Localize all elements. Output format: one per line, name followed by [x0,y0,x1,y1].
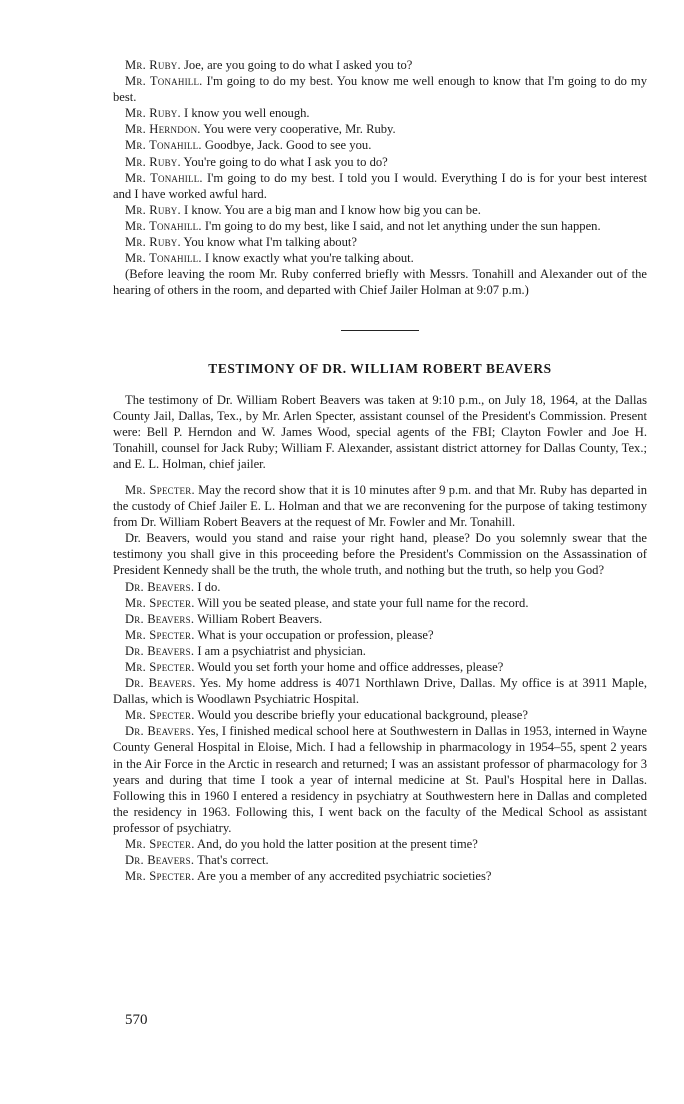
speaker-name: Mr. Specter. [125,482,195,497]
dialogue-text: I know exactly what you're talking about. [201,251,414,266]
dialogue-line [113,482,647,530]
dialogue-line [113,836,647,852]
dialogue-text: And, do you hold the latter position at the present time? [194,837,478,852]
dialogue-text: I'm going to do my best, like I said, and not let anything under the sun happen. [201,218,601,233]
speaker-name: Mr. Tonahill. [125,74,203,89]
page-number: 570 [125,1012,148,1028]
speaker-name: Mr. Tonahill. [125,170,203,185]
speaker-name: Dr. Beavers. [125,724,195,739]
dialogue-text: I'm going to do my best. I told you I would. Everything I do is for your best interest and I have worked awful hard. [113,170,647,201]
speaker-name: Mr. Tonahill. [125,251,202,266]
dialogue-line [113,218,647,234]
dialogue-line [113,234,647,250]
dialogue-text: Would you set forth your home and office addresses, please? [194,660,504,674]
dialogue-text: Would you describe briefly your educational background, please? [194,708,528,723]
speaker-name: Mr. Specter. [125,708,195,723]
dialogue-text: May the record show that it is 10 minutes after 9 p.m. and that Mr. Ruby has departed in the custody of Chief Jailer E. L. Holman and that we are reconvening for the purpose of taking testimony from Dr. William Robert Beavers at the request of Mr. Fowler and Mr. Tonahill. [113,482,647,530]
dialogue-text: Dr. Beavers, would you stand and raise your right hand, please? Do you solemnly swear that the testimony you shall give in this proceeding before the President's Commission on the Assassination of President Kennedy shall be the truth, the whole truth, and nothing but the truth, so help you God? [113,531,647,578]
dialogue-line [113,73,647,105]
section-heading: TESTIMONY OF DR. WILLIAM ROBERT BEAVERS [208,361,552,377]
speaker-name: Dr. Beavers. [125,676,196,691]
dialogue-text: You're going to do what I ask you to do? [180,154,388,169]
dialogue-text: I'm going to do my best. You know me well enough to know that I'm going to do my best. [113,74,647,105]
dialogue-line [113,675,647,707]
dialogue-line [113,852,647,868]
dialogue-line [113,57,647,73]
dialogue-line [113,579,647,595]
speaker-name: Dr. Beavers. [125,611,195,626]
dialogue-line [113,170,647,202]
dialogue-line [113,707,647,723]
dialogue-text: What is your occupation or profession, please? [194,627,434,642]
dialogue-text: I do. [194,579,221,594]
speaker-name: Mr. Specter. [125,595,195,610]
dialogue-line [113,250,647,266]
speaker-name: Dr. Beavers. [125,643,195,658]
dialogue-line [113,202,647,218]
dialogue-text: Will you be seated please, and state your full name for the record. [194,595,529,610]
dialogue-text: Yes. My home address is 4071 Northlawn Drive, Dallas. My office is at 3911 Maple, Dallas, which is Woodlawn Psychiatric Hospital. [113,676,648,707]
dialogue-text: I am a psychiatrist and physician. [194,643,366,658]
dialogue-text: You know what I'm talking about? [180,235,357,250]
dialogue-text: I know. You are a big man and I know how big you can be. [180,202,481,217]
speaker-name: Dr. Beavers. [125,579,195,594]
dialogue-text: Joe, are you going to do what I asked you to? [180,58,413,72]
speaker-name: Mr. Tonahill. [125,218,202,233]
section-divider [341,330,419,331]
speaker-name: Mr. Ruby. [125,235,181,250]
transcript-section-ruby [113,57,647,298]
dialogue-line [113,627,647,643]
dialogue-text: You were very cooperative, Mr. Ruby. [200,122,396,137]
dialogue-line [113,611,647,627]
dialogue-line [113,121,647,137]
dialogue-text: Are you a member of any accredited psychiatric societies? [194,869,492,884]
speaker-name: Mr. Ruby. [125,58,181,72]
speaker-name: Mr. Tonahill. [125,138,202,153]
speaker-name: Mr. Ruby. [125,106,181,121]
intro-paragraph: The testimony of Dr. William Robert Beavers was taken at 9:10 p.m., on July 18, 1964, at the Dallas County Jail, Dallas, Tex., by Mr. Arlen Specter, assistant counsel of the President's Commission. Present were: Bell P. Herndon and W. James Wood, special agents of the FBI; Clayton Fowler and Joe H. Tonahill, counsel for Jack Ruby; William F. Alexander, assistant district attorney for Dallas County, Tex.; and E. L. Holman, chief jailer. [113,392,647,471]
dialogue-line [113,659,647,675]
speaker-name: Mr. Ruby. [125,154,181,169]
dialogue-line [113,595,647,611]
speaker-name: Dr. Beavers. [125,853,195,868]
document-page [113,57,647,884]
dialogue-line [113,530,647,578]
dialogue-text: Goodbye, Jack. Good to see you. [201,138,372,153]
speaker-name: Mr. Specter. [125,660,195,674]
stage-note: (Before leaving the room Mr. Ruby conferred briefly with Messrs. Tonahill and Alexander out of the hearing of others in the room, and departed with Chief Jailer Holman at 9:07 p.m.) [113,267,647,298]
speaker-name: Mr. Specter. [125,837,195,852]
speaker-name: Mr. Specter. [125,627,195,642]
speaker-name: Mr. Specter. [125,869,195,884]
speaker-name: Mr. Herndon. [125,122,201,137]
transcript-section-beavers [113,482,647,884]
dialogue-line [113,643,647,659]
dialogue-line [113,137,647,153]
dialogue-line [113,723,647,836]
dialogue-text: That's correct. [194,853,269,868]
dialogue-text: I know you well enough. [180,106,310,121]
dialogue-line [113,868,647,884]
dialogue-text: Yes, I finished medical school here at Southwestern in Dallas in 1953, interned in Wayne County General Hospital in Eloise, Mich. I had a fellowship in pharmacology in 1954–55, spent 2 years in the Air Force in the Arctic in research and returned; I was an assistant professor of pharmacology for 3 years and during that time I took a year of internal medicine at St. Paul's Hospital here in Dallas. Following this in 1960 I entered a residency in psychiatry at Southwestern here in Dallas and completed the residency in 1963. Following this, I went back on the faculty of the Medical School as assistant professor of psychiatry. [113,724,648,835]
dialogue-line [113,154,647,170]
dialogue-text: William Robert Beavers. [194,611,323,626]
dialogue-line [113,105,647,121]
speaker-name: Mr. Ruby. [125,202,181,217]
